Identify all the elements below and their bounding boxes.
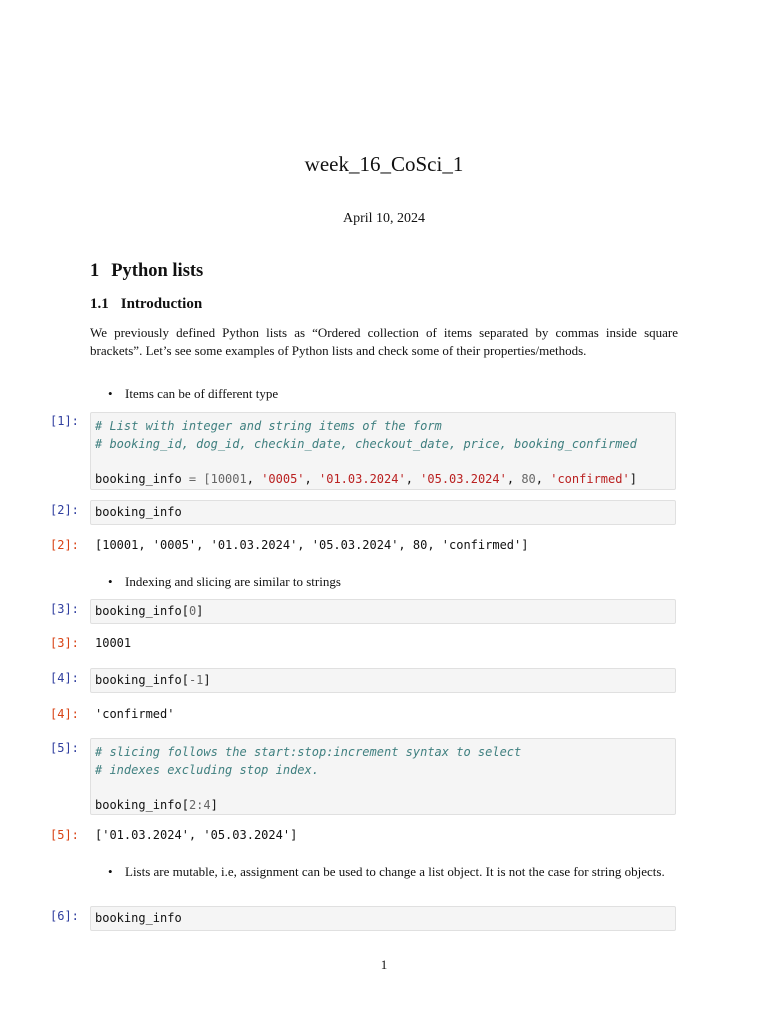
cell-output: 10001 xyxy=(95,636,132,650)
section-heading xyxy=(90,261,203,282)
cell-output: [10001, '0005', '01.03.2024', '05.03.2024', 80, 'confirmed'] xyxy=(95,538,529,552)
code-cell[interactable]: booking_info xyxy=(90,906,676,931)
code-cell[interactable]: booking_info[-1] xyxy=(90,668,676,693)
bullet-dot-icon: • xyxy=(108,386,113,401)
output-prompt: [4]: xyxy=(50,707,79,721)
subsection-title: Introduction xyxy=(120,296,203,312)
section-title: Python lists xyxy=(111,261,204,281)
section-number: 1 xyxy=(90,261,100,281)
intro-paragraph: We previously defined Python lists as “Ordered collection of items separated by commas inside square brackets”. Let’s see some examples of Python lists and check some of their properties/methods. xyxy=(90,325,678,358)
bullet-item: • Lists are mutable, i.e, assignment can be used to change a list object. It is not the case for string objects. xyxy=(108,864,665,879)
subsection-heading xyxy=(90,296,202,313)
output-prompt: [5]: xyxy=(50,828,79,842)
code-cell[interactable]: booking_info[0] xyxy=(90,599,676,624)
cell-output: ['01.03.2024', '05.03.2024'] xyxy=(95,828,298,842)
subsection-number: 1.1 xyxy=(90,296,109,312)
input-prompt: [6]: xyxy=(50,909,79,923)
bullet-dot-icon: • xyxy=(108,864,113,879)
input-prompt: [3]: xyxy=(50,602,79,616)
output-prompt: [2]: xyxy=(50,538,79,552)
input-prompt: [5]: xyxy=(50,741,79,755)
output-prompt: [3]: xyxy=(50,636,79,650)
input-prompt: [1]: xyxy=(50,414,79,428)
code-cell[interactable]: # List with integer and string items of the form # booking_id, dog_id, checkin_date, checkout_date, price, booking_confirmed booking_info = [10001, '0005', '01.03.2024', '05.03.2024', 80, 'confirmed'] xyxy=(90,412,676,490)
bullet-dot-icon: • xyxy=(108,574,113,589)
bullet-item: • Indexing and slicing are similar to strings xyxy=(108,574,341,589)
document-date: April 10, 2024 xyxy=(342,211,426,226)
code-cell[interactable]: booking_info xyxy=(90,500,676,525)
code-cell[interactable]: # slicing follows the start:stop:increment syntax to select # indexes excluding stop index. booking_info[2:4] xyxy=(90,738,676,815)
input-prompt: [4]: xyxy=(50,671,79,685)
input-prompt: [2]: xyxy=(50,503,79,517)
cell-output: 'confirmed' xyxy=(95,707,175,721)
document-title: week_16_CoSci_1 xyxy=(304,152,464,176)
page-number: 1 xyxy=(380,957,388,972)
bullet-item: • Items can be of different type xyxy=(108,386,279,401)
